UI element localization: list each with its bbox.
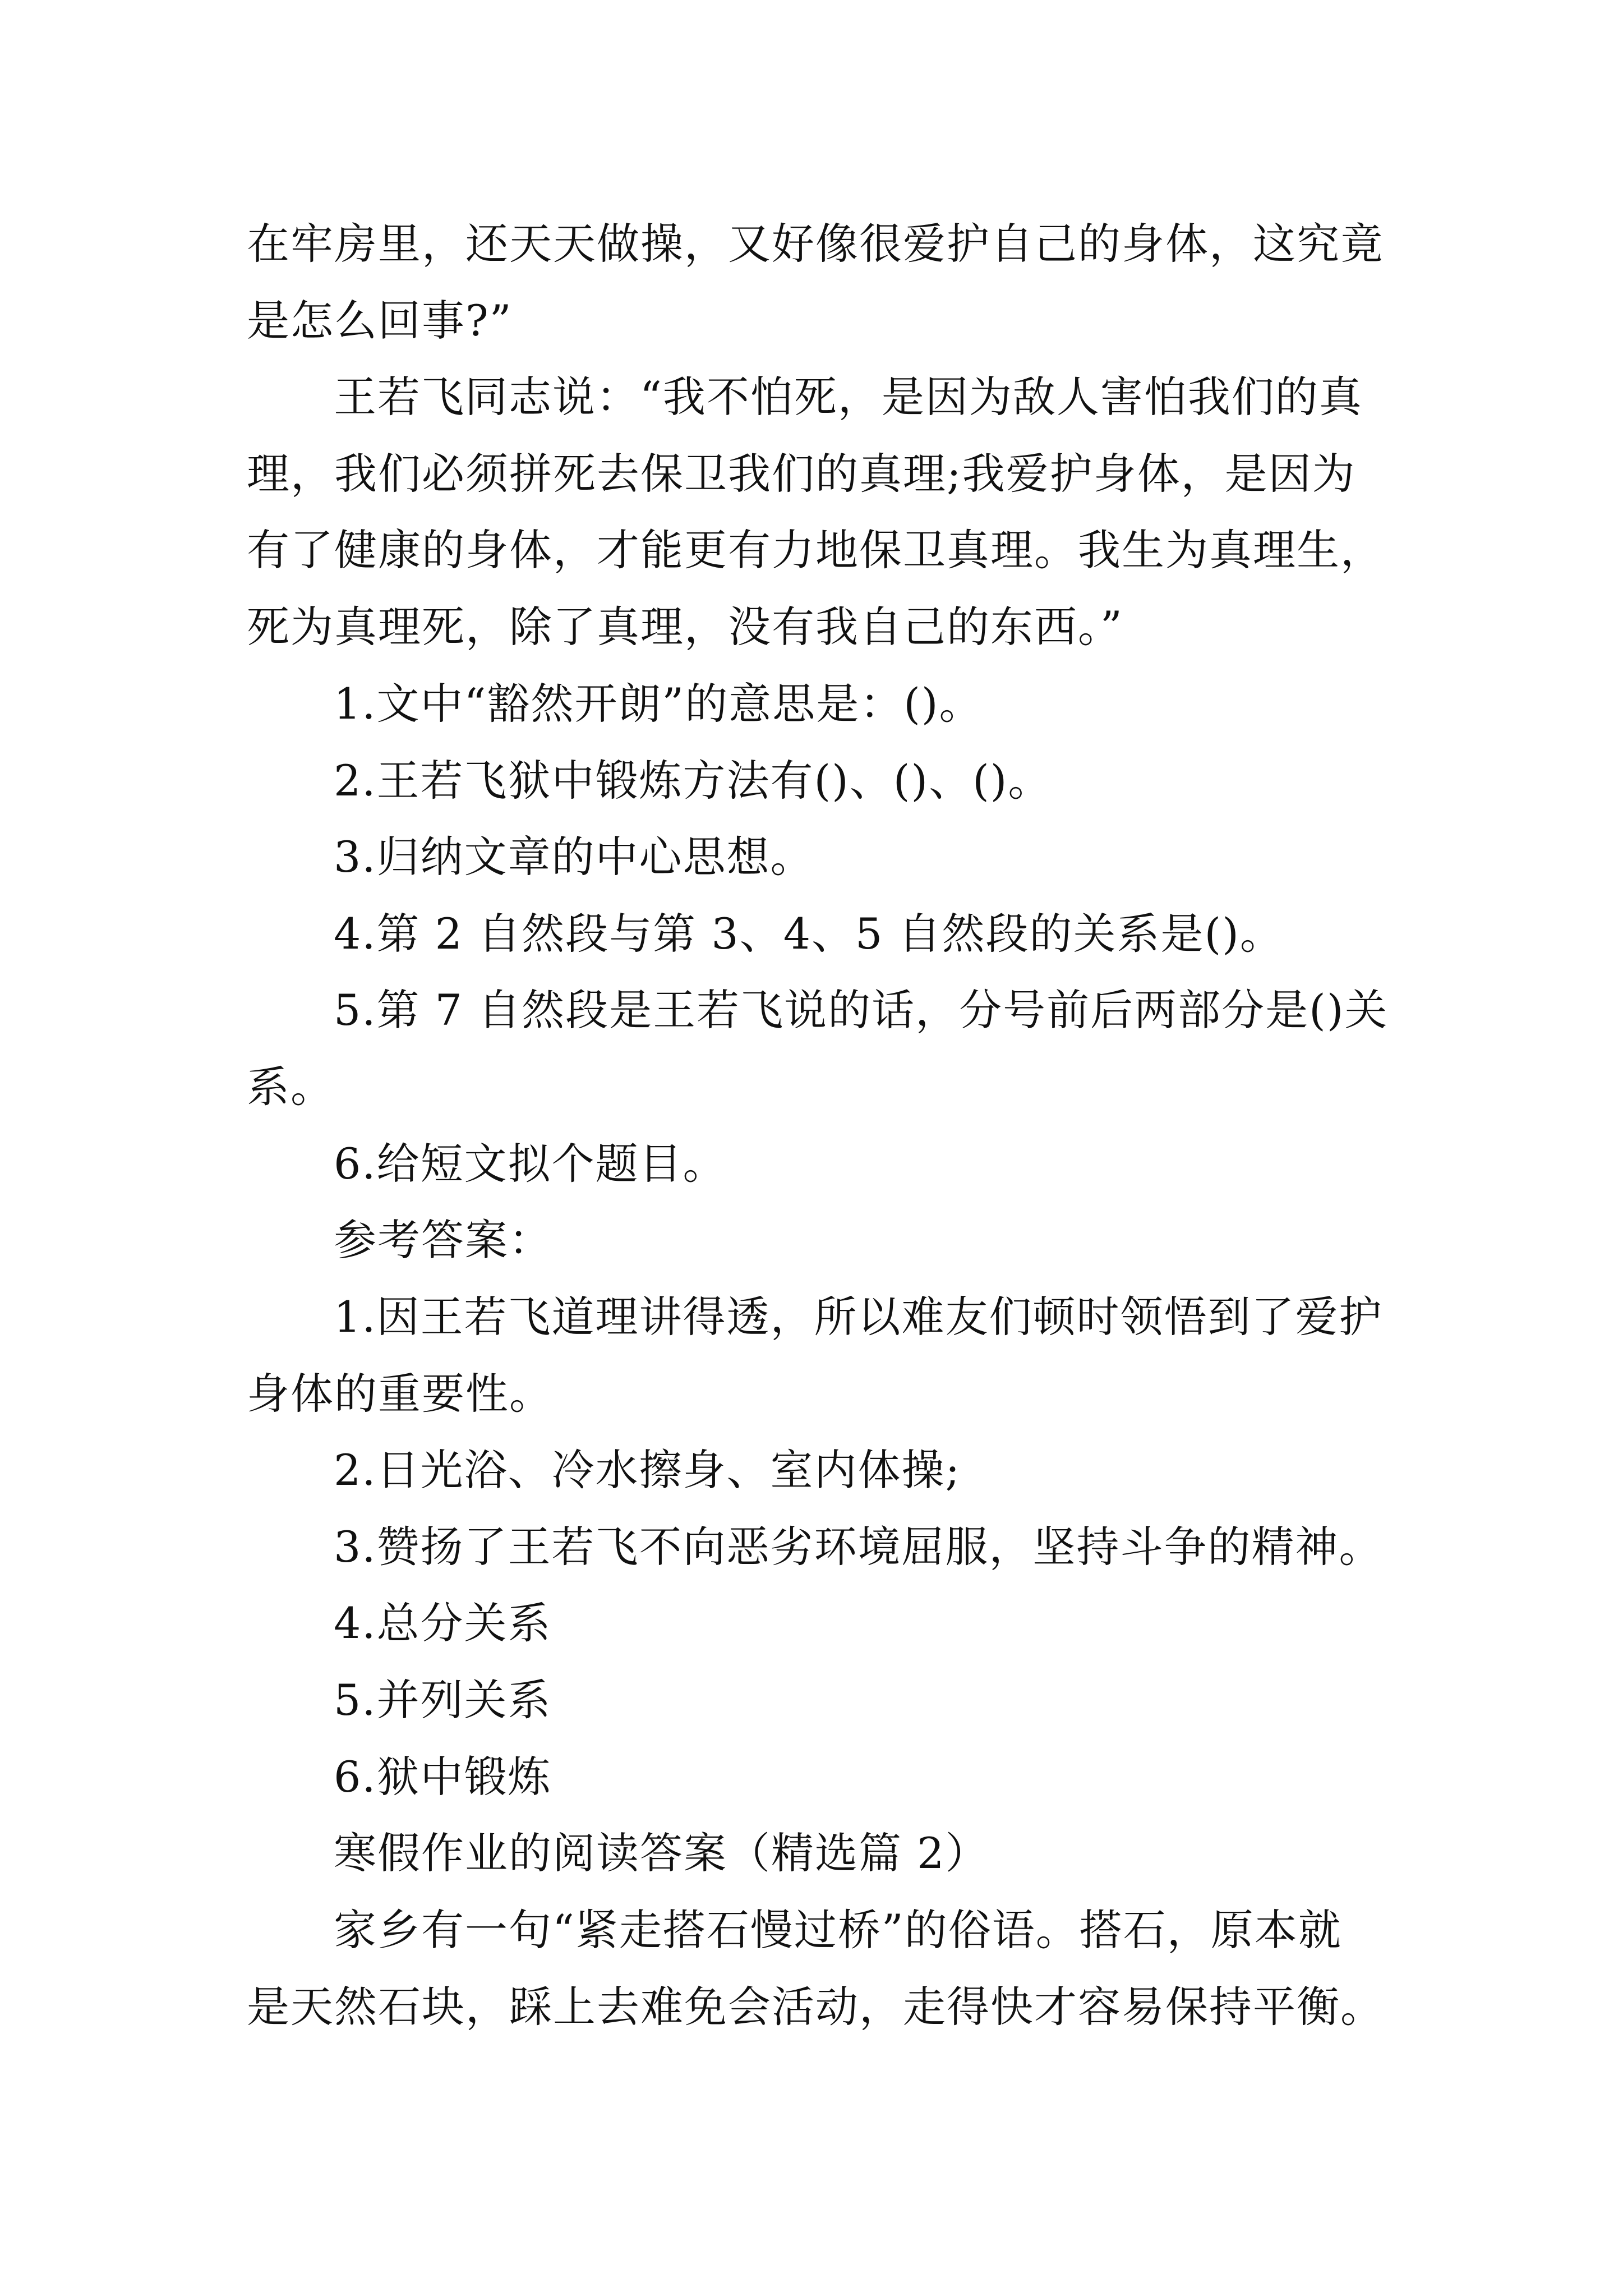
text-line: 家乡有一句“紧走搭石慢过桥”的俗语。搭石，原本就 xyxy=(334,1905,1342,1955)
question-5-continuation: 系。 xyxy=(247,1062,334,1112)
answer-4: 4.总分关系 xyxy=(334,1598,552,1648)
question-2: 2.王若飞狱中锻炼方法有()、()、()。 xyxy=(334,756,1052,806)
text-line: 死为真理死，除了真理，没有我自己的东西。” xyxy=(247,602,1123,652)
text-line: 王若飞同志说：“我不怕死，是因为敌人害怕我们的真 xyxy=(334,372,1363,422)
text-line: 有了健康的身体，才能更有力地保卫真理。我生为真理生， xyxy=(247,525,1384,575)
question-4: 4.第 2 自然段与第 3、4、5 自然段的关系是()。 xyxy=(334,909,1284,959)
question-6: 6.给短文拟个题目。 xyxy=(334,1139,727,1189)
answer-1-continuation: 身体的重要性。 xyxy=(247,1369,553,1419)
section-heading: 寒假作业的阅读答案（精选篇 2） xyxy=(334,1828,989,1878)
answer-5: 5.并列关系 xyxy=(334,1675,552,1725)
text-line: 在牢房里，还天天做操，又好像很爱护自己的身体，这究竟 xyxy=(247,219,1384,269)
answer-1: 1.因王若飞道理讲得透，所以难友们顿时领悟到了爱护 xyxy=(334,1292,1383,1342)
answer-heading: 参考答案： xyxy=(334,1215,552,1265)
text-line: 是天然石块，踩上去难免会活动，走得快才容易保持平衡。 xyxy=(247,1982,1384,2032)
question-1: 1.文中“豁然开朗”的意思是：()。 xyxy=(334,679,983,729)
question-5: 5.第 7 自然段是王若飞说的话，分号前后两部分是()关 xyxy=(334,985,1389,1035)
question-3: 3.归纳文章的中心思想。 xyxy=(334,832,814,882)
answer-6: 6.狱中锻炼 xyxy=(334,1752,552,1802)
text-line: 是怎么回事?” xyxy=(247,296,513,346)
text-line: 理，我们必须拼死去保卫我们的真理;我爱护身体，是因为 xyxy=(247,449,1356,499)
answer-3: 3.赞扬了王若飞不向恶劣环境屈服，坚持斗争的精神。 xyxy=(334,1522,1383,1572)
answer-2: 2.日光浴、冷水擦身、室内体操; xyxy=(334,1445,961,1495)
